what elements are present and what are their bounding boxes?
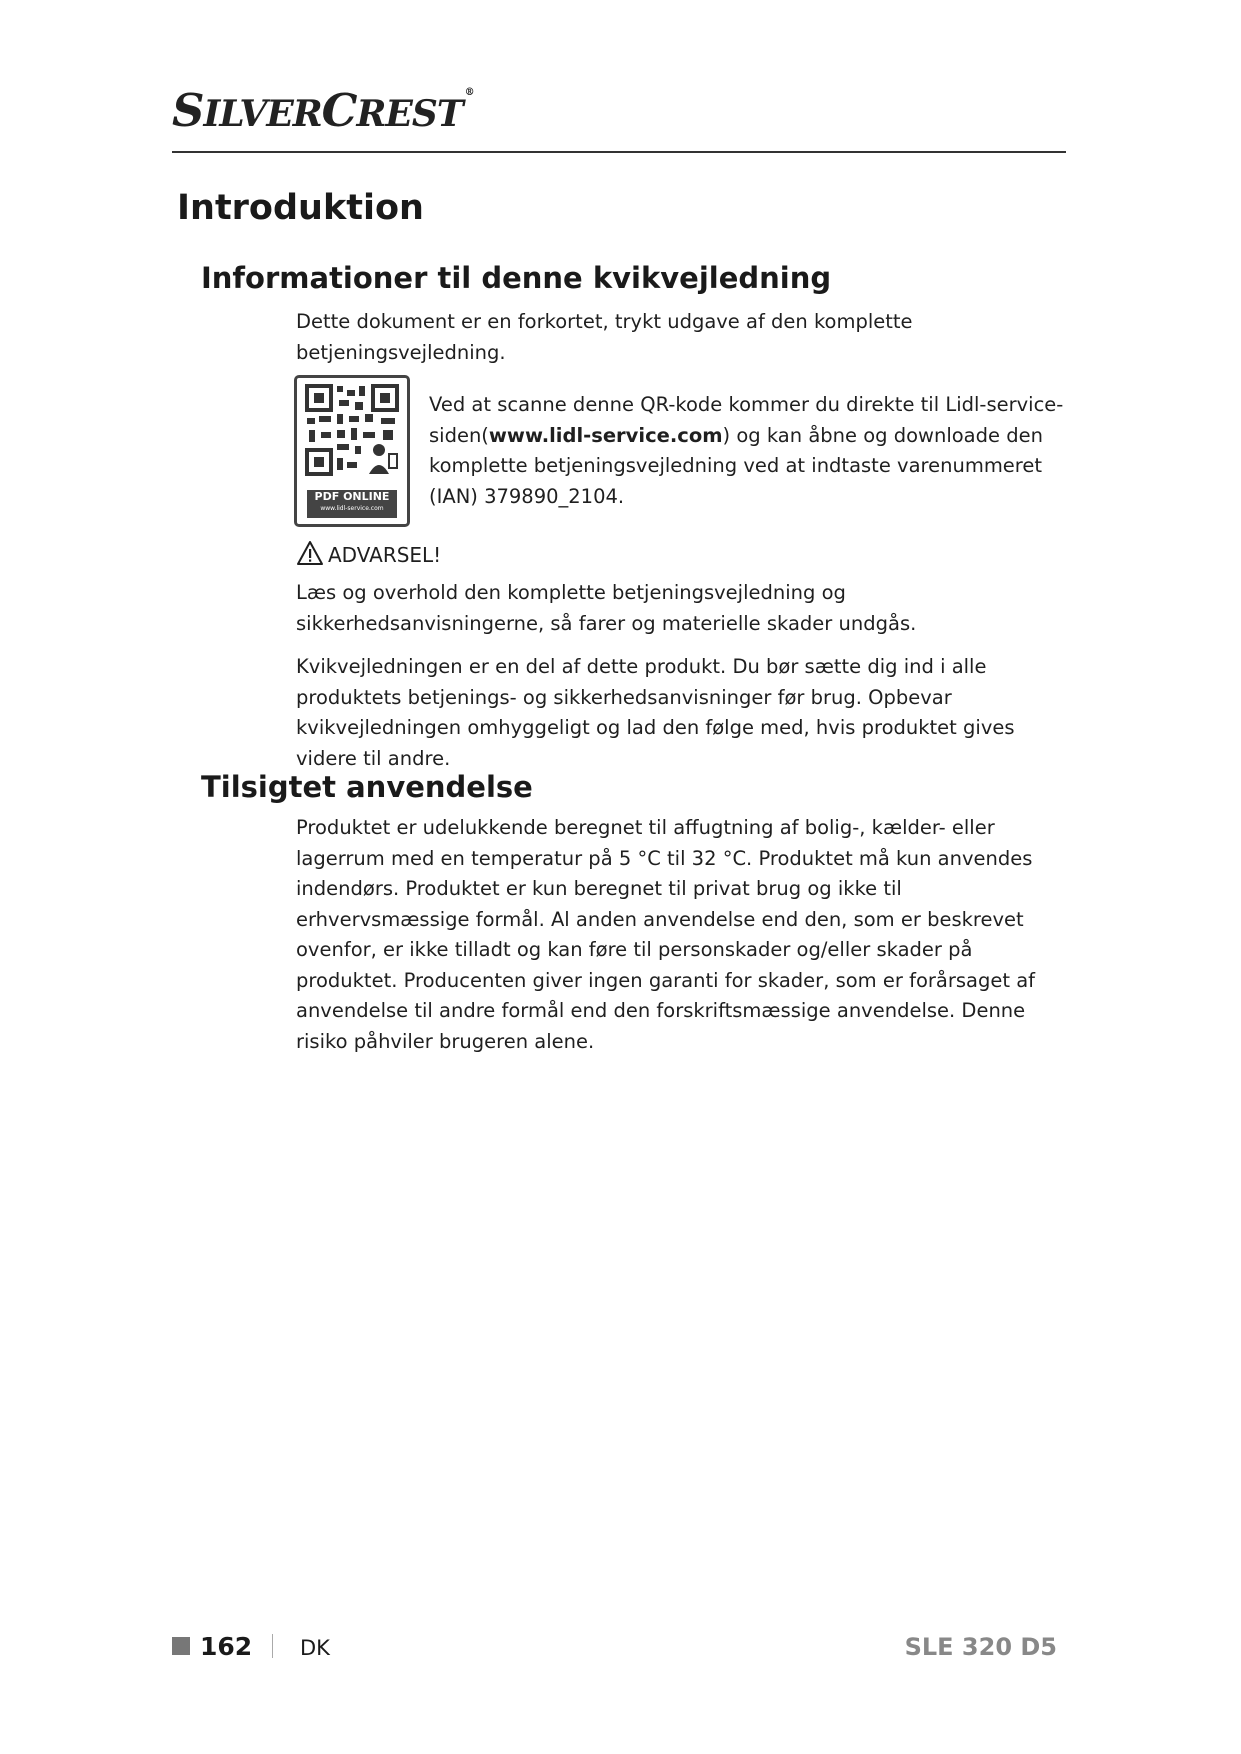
warning-triangle-icon xyxy=(296,540,324,566)
logo-text: C xyxy=(321,84,357,137)
qr-label: PDF ONLINE www.lidl-service.com xyxy=(307,490,397,518)
section-heading-intended-use: Tilsigtet anvendelse xyxy=(201,770,533,804)
product-paragraph: Kvikvejledningen er en del af dette produkt. Du bør sætte dig ind i alle produktets betjenings- og sikkerhedsanvisninger før brug. Opbevar kvikvejledningen omhyggeligt og lad den følge med, hvis produktet gives videre til andre. xyxy=(296,655,1015,770)
warning-heading xyxy=(296,540,441,568)
warning-label: ADVARSEL! xyxy=(328,543,442,567)
logo-text: ILVER xyxy=(203,93,322,135)
header-divider xyxy=(172,151,1066,153)
intro-paragraph: Dette dokument er en forkortet, trykt udgave af den komplette betjeningsvejledning. xyxy=(296,310,913,364)
warning-paragraph: Læs og overhold den komplette betjeningsvejledning og sikkerhedsanvisningerne, så farer og materielle skader undgås. xyxy=(296,581,917,635)
footer-square-icon xyxy=(172,1637,190,1655)
page-number: 162 xyxy=(200,1632,253,1661)
logo-text: S xyxy=(172,84,204,137)
model-number: SLE 320 D5 xyxy=(904,1633,1057,1661)
qr-description xyxy=(429,390,1069,512)
footer-divider xyxy=(272,1634,273,1658)
intended-use-paragraph: Produktet er udelukkende beregnet til affugtning af bolig-, kælder- eller lagerrum med en temperatur på 5 °C til 32 °C. Produktet må kun anvendes indendørs. Produktet er kun beregnet til privat brug og ikke til erhvervsmæssige formål. Al anden anvendelse end den, som er beskrevet ovenfor, er ikke tilladt og kan føre til personskader og/eller skader på produktet. Producenten giver ingen garanti for skader, som er forårsaget af anvendelse til andre formål end den forskriftsmæssige anvendelse. Denne risiko påhviler brugeren alene. xyxy=(296,816,1036,1053)
qr-text-part: Ved at scanne denne QR-kode kommer du direkte til Lidl-service-siden( xyxy=(429,393,1064,447)
qr-text-part: ) og kan åbne og downloade den komplette betjeningsvejledning ved at indtaste varenummeret (IAN) 379890_2104. xyxy=(429,423,1043,508)
section-heading-info: Informationer til denne kvikvejledning xyxy=(201,261,832,295)
qr-pattern-icon xyxy=(297,378,407,486)
service-link[interactable]: www.lidl-service.com xyxy=(488,423,723,447)
logo-text: REST xyxy=(356,93,463,135)
qr-code[interactable] xyxy=(294,375,410,527)
registered-mark: ® xyxy=(464,87,474,98)
silvercrest-logo xyxy=(172,84,474,137)
page-title: Introduktion xyxy=(177,188,424,228)
language-code: DK xyxy=(300,1636,330,1660)
